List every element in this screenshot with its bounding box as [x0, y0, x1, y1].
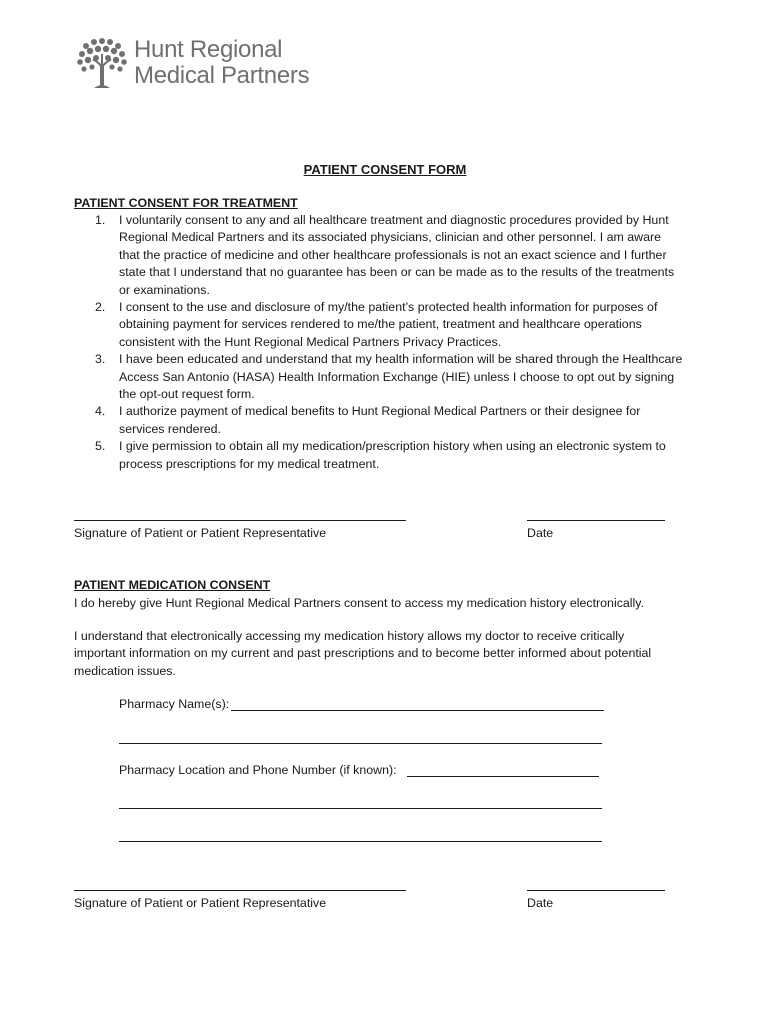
treatment-heading: PATIENT CONSENT FOR TREATMENT	[74, 196, 298, 210]
medication-statement: I do hereby give Hunt Regional Medical Partners consent to access my medication history electronically.	[74, 596, 645, 610]
medication-understanding: I understand that electronically accessing my medication history allows my doctor to receive critically important information on my current and past prescriptions and to become better informed about potential medication issues.	[74, 629, 652, 678]
list-item	[74, 212, 684, 299]
item-number: 5.	[95, 439, 106, 454]
tree-icon	[74, 36, 130, 90]
item-number: 4.	[95, 404, 106, 419]
logo-line-1: Hunt Regional	[134, 36, 283, 63]
medication-signature-field[interactable]	[74, 890, 406, 891]
item-number: 3.	[95, 352, 106, 367]
pharmacy-name-field[interactable]	[231, 710, 604, 711]
item-text: I have been educated and understand that my health information will be shared through the Healthcare Access San Antonio (HASA) Health Information Exchange (HIE) unless I choose to opt out by signing the opt-out request form.	[119, 352, 683, 402]
pharmacy-name-label: Pharmacy Name(s):	[119, 697, 230, 711]
item-text: I voluntarily consent to any and all healthcare treatment and diagnostic procedures provided by Hunt Regional Medical Partners and its associated physicians, clinician and other personnel. I am aware that the practice of medicine and other healthcare professionals is not an exact science and I further state that I understand that no guarantee has been or can be made as to the results of the treatments or examinations.	[119, 213, 675, 297]
treatment-consent-list	[74, 212, 684, 473]
item-text: I authorize payment of medical benefits to Hunt Regional Medical Partners or their designee for services rendered.	[119, 404, 641, 436]
pharmacy-location-field[interactable]	[407, 776, 599, 777]
medication-heading: PATIENT MEDICATION CONSENT	[74, 578, 271, 592]
treatment-date-label: Date	[527, 526, 554, 540]
list-item	[74, 351, 684, 403]
item-number: 1.	[95, 213, 106, 227]
item-text: I give permission to obtain all my medication/prescription history when using an electronic system to process prescriptions for my medical treatment.	[119, 439, 666, 471]
treatment-signature-label: Signature of Patient or Patient Representative	[74, 526, 327, 540]
pharmacy-location-label: Pharmacy Location and Phone Number (if known):	[119, 763, 397, 777]
item-number: 2.	[95, 300, 106, 315]
pharmacy-location-field-continued-2[interactable]	[119, 841, 602, 842]
treatment-signature-field[interactable]	[74, 520, 406, 521]
list-item	[74, 438, 684, 473]
medication-signature-label: Signature of Patient or Patient Representative	[74, 896, 327, 910]
medication-date-label: Date	[527, 896, 554, 910]
treatment-date-field[interactable]	[527, 520, 665, 521]
page-title: PATIENT CONSENT FORM	[303, 162, 467, 177]
pharmacy-name-field-continued[interactable]	[119, 743, 602, 744]
item-text: I consent to the use and disclosure of my/the patient’s protected health information for purposes of obtaining payment for services rendered to me/the patient, treatment and healthcare operations consistent with the Hunt Regional Medical Partners Privacy Practices.	[119, 300, 658, 349]
pharmacy-location-field-continued[interactable]	[119, 808, 602, 809]
list-item	[74, 299, 684, 351]
medication-date-field[interactable]	[527, 890, 665, 891]
hunt-regional-logo	[74, 36, 344, 92]
list-item	[74, 403, 684, 438]
logo-line-2: Medical Partners	[134, 62, 310, 89]
